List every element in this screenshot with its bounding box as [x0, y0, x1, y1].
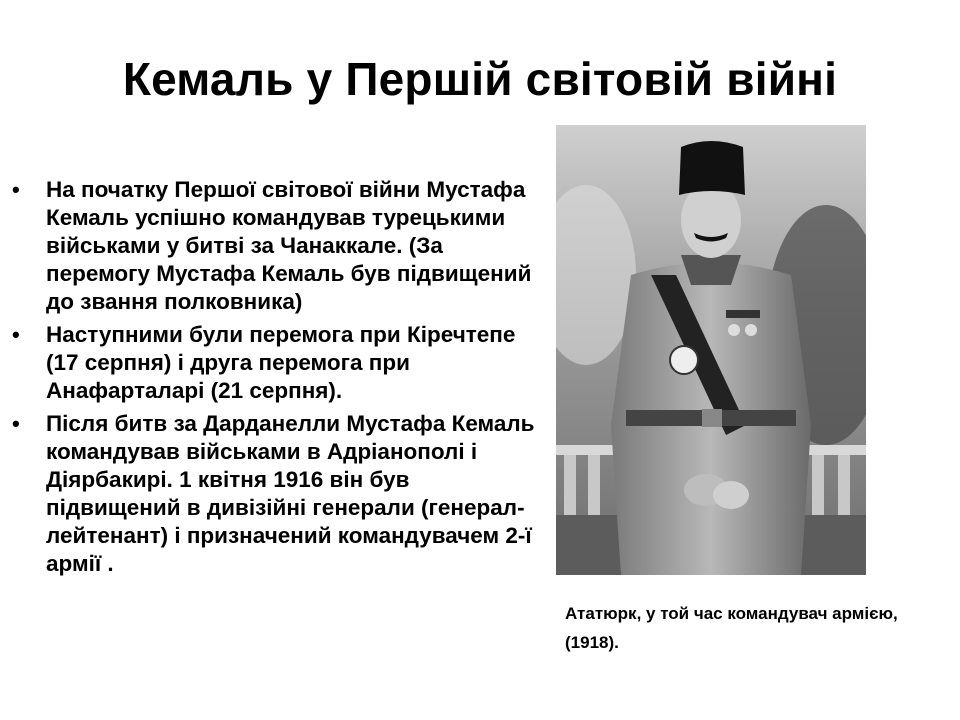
bullet-list [10, 176, 540, 583]
bullet-item [10, 410, 540, 578]
portrait-photo [556, 125, 866, 575]
photo-caption: Ататюрк, у той час командувач армією, (1918). [565, 604, 898, 652]
bullet-item [10, 321, 540, 405]
bullet-marker: • [12, 177, 20, 202]
bullet-marker: • [12, 411, 20, 436]
bullet-marker: • [12, 322, 20, 347]
slide-title: Кемаль у Першій світовій війні [122, 53, 838, 105]
bullet-item [10, 176, 540, 316]
bullet-text: Наступними були перемога при Кіречтепе (17 серпня) і друга перемога при Анафарталарі (21 серпня). [46, 322, 516, 403]
bullet-text: Після битв за Дарданелли Мустафа Кемаль командував військами в Адріанополі і Діярбакирі. 1 квітня 1916 він був підвищений в дивізійні генерали (генерал-лейтенант) і призначений командувачем 2-ї армії . [46, 411, 535, 576]
bullet-text: На початку Першої світової війни Мустафа Кемаль успішно командував турецькими військами у битві за Чанаккале. (За перемогу Мустафа Кемаль був підвищений до звання полковника) [46, 177, 532, 314]
